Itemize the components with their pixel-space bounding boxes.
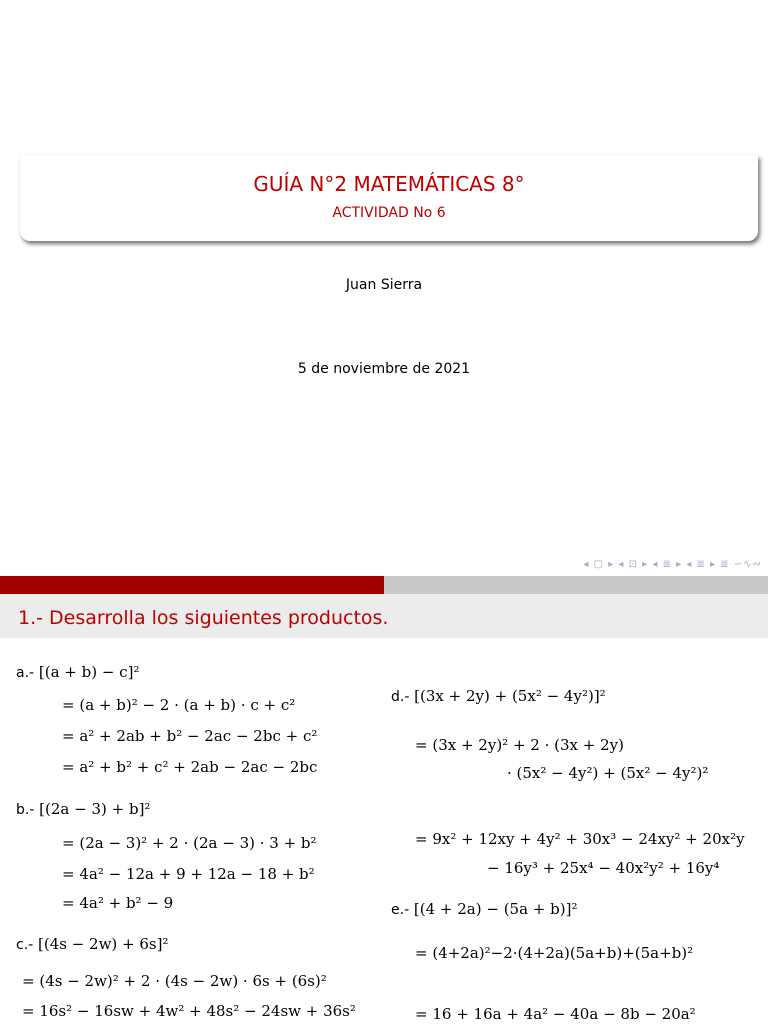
problem-expression: [(4s − 2w) + 6s]² (37, 935, 169, 953)
header-bar-right (384, 576, 768, 594)
problem-label: b.- (16, 802, 35, 818)
problem-label: e.- (391, 902, 410, 918)
problem-label: d.- (391, 689, 410, 705)
step: = 4a² + b² − 9 (62, 894, 174, 912)
step: · (5x² − 4y²) + (5x² − 4y²)² (507, 764, 709, 782)
step: = (a + b)² − 2 · (a + b) · c + c² (62, 696, 296, 714)
problem-label: c.- (16, 937, 34, 953)
step: = (2a − 3)² + 2 · (2a − 3) · 3 + b² (62, 834, 317, 852)
step: = a² + b² + c² + 2ab − 2ac − 2bc (62, 758, 318, 776)
document-subtitle: ACTIVIDAD No 6 (332, 205, 446, 221)
step: = (3x + 2y)² + 2 · (3x + 2y) (415, 736, 624, 754)
header-bar-left (0, 576, 384, 594)
date: 5 de noviembre de 2021 (297, 361, 471, 377)
problem-expression: [(2a − 3) + b]² (39, 800, 151, 818)
step: = 4a² − 12a + 9 + 12a − 18 + b² (62, 865, 315, 883)
author: Juan Sierra (345, 277, 423, 293)
problem-c (16, 935, 168, 953)
problem-label: a.- (16, 665, 35, 681)
problem-b (16, 800, 150, 818)
problem-a (16, 663, 139, 681)
problem-expression: [(4 + 2a) − (5a + b)]² (413, 900, 578, 918)
problem-expression: [(a + b) − c]² (38, 663, 140, 681)
document-title: GUÍA N°2 MATEMÁTICAS 8° (253, 172, 525, 196)
problem-d (391, 687, 606, 705)
problem-expression: [(3x + 2y) + (5x² − 4y²)]² (414, 687, 606, 705)
frame-title: 1.- Desarrolla los siguientes productos. (18, 607, 389, 629)
navigation-symbols[interactable]: ◂ ▢ ▸ ◂ ⊡ ▸ ◂ ≣ ▸ ◂ ≣ ▸ ≣ ∽∿∾ (583, 559, 762, 570)
step: = 9x² + 12xy + 4y² + 30x³ − 24xy² + 20x²y (415, 830, 745, 848)
exercise-slide (0, 576, 768, 1024)
step: = a² + 2ab + b² − 2ac − 2bc + c² (62, 727, 318, 745)
title-box (20, 155, 758, 241)
step: − 16y³ + 25x⁴ − 40x²y² + 16y⁴ (487, 859, 720, 877)
step: = (4+2a)²−2·(4+2a)(5a+b)+(5a+b)² (415, 944, 694, 962)
problem-e (391, 900, 577, 918)
step: = (4s − 2w)² + 2 · (4s − 2w) · 6s + (6s)² (22, 972, 327, 990)
step: = 16 + 16a + 4a² − 40a − 8b − 20a² (415, 1005, 696, 1023)
step: = 16s² − 16sw + 4w² + 48s² − 24sw + 36s² (22, 1002, 356, 1020)
